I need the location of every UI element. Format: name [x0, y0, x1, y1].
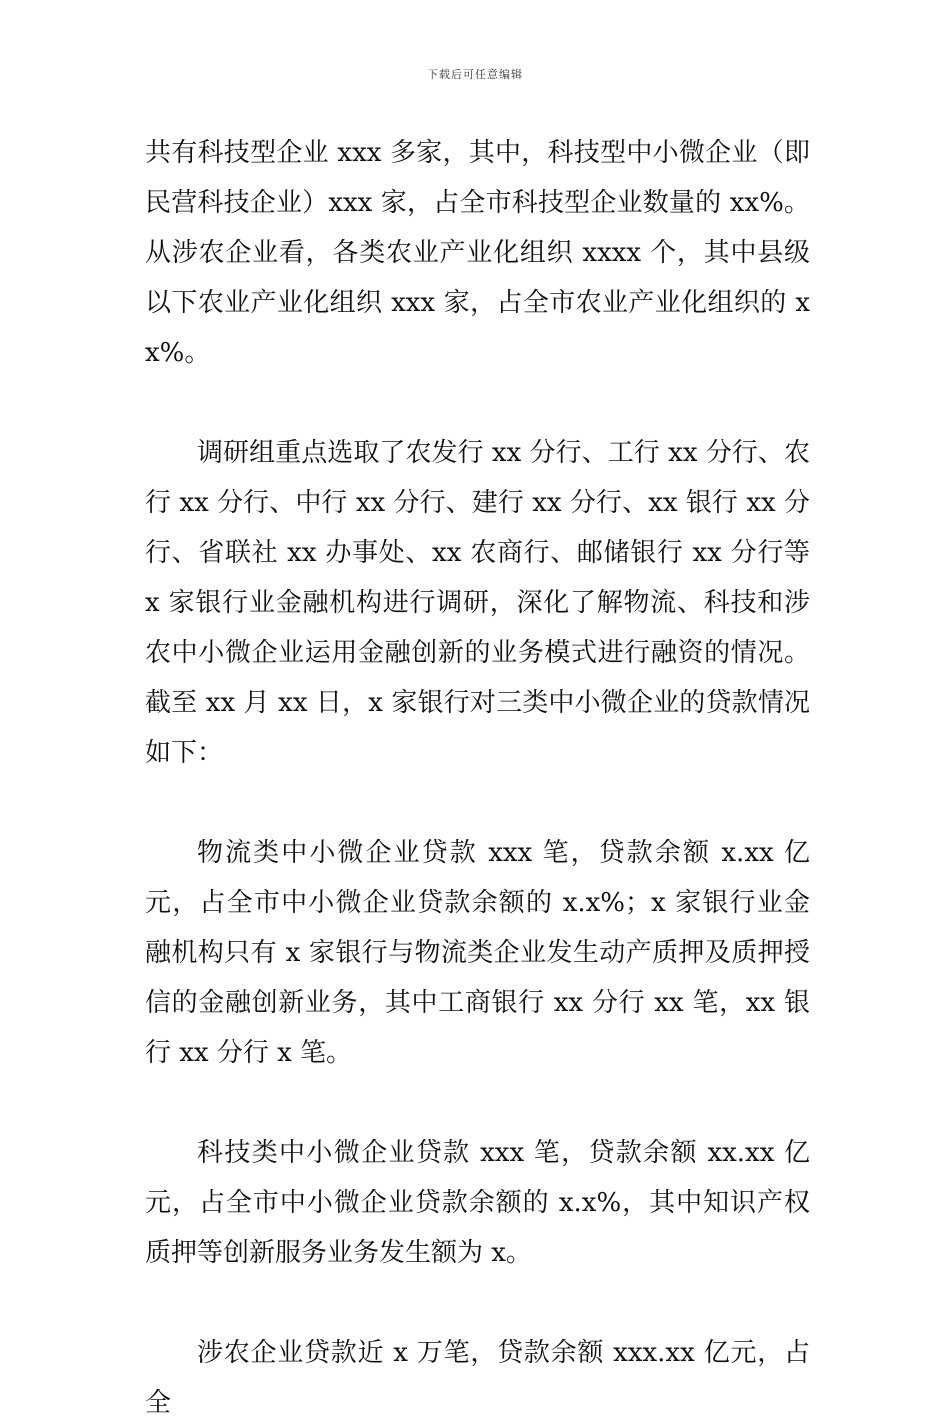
- document-body: [145, 128, 810, 1428]
- paragraph-enterprise-overview: 共有科技型企业 xxx 多家，其中，科技型中小微企业（即民营科技企业）xxx 家，占全市科技型企业数量的 xx%。从涉农企业看，各类农业产业化组织 xxxx 个，其中县级以下农业产业化组织 xxx 家，占全市农业产业化组织的 xx%。: [145, 138, 810, 368]
- paragraph-research-banks: 调研组重点选取了农发行 xx 分行、工行 xx 分行、农行 xx 分行、中行 xx 分行、建行 xx 分行、xx 银行 xx 分行、省联社 xx 办事处、xx 农商行、邮储银行 xx 分行等 x 家银行业金融机构进行调研，深化了解物流、科技和涉农中小微企业运用金融创新的业务模式进行融资的情况。截至 xx 月 xx 日，x 家银行对三类中小微企业的贷款情况如下：: [145, 438, 810, 768]
- page-header: 下载后可任意编辑: [427, 68, 523, 81]
- paragraph-agri-loans: 涉农企业贷款近 x 万笔，贷款余额 xxx.xx 亿元，占全: [145, 1338, 810, 1418]
- paragraph-logistics-loans: 物流类中小微企业贷款 xxx 笔，贷款余额 x.xx 亿元，占全市中小微企业贷款余额的 x.x%；x 家银行业金融机构只有 x 家银行与物流类企业发生动产质押及质押授信的金融创新业务，其中工商银行 xx 分行 xx 笔，xx 银行 xx 分行 x 笔。: [145, 838, 810, 1068]
- paragraph-tech-loans: 科技类中小微企业贷款 xxx 笔，贷款余额 xx.xx 亿元，占全市中小微企业贷款余额的 x.x%，其中知识产权质押等创新服务业务发生额为 x。: [145, 1138, 810, 1268]
